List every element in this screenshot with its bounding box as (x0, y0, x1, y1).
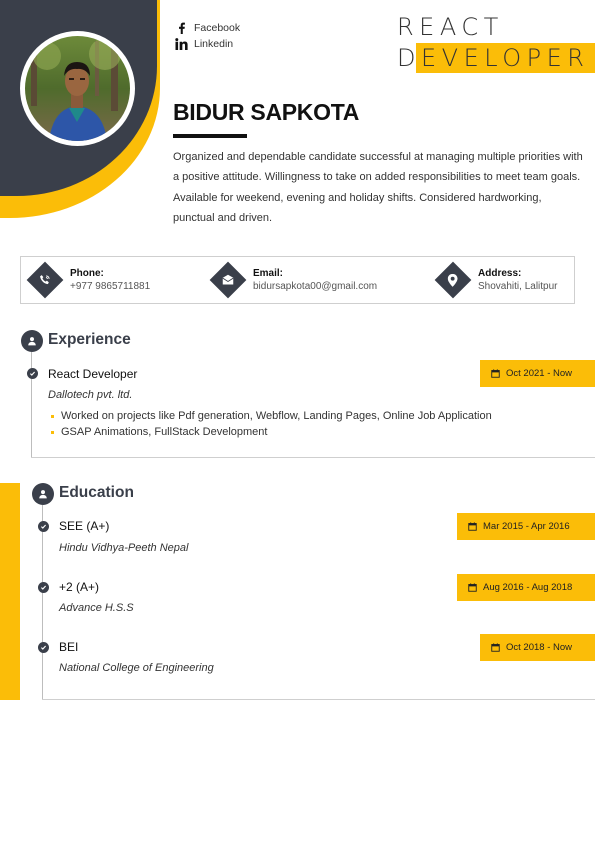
social-links (174, 20, 240, 52)
envelope-icon (210, 262, 247, 299)
experience-date-badge (480, 360, 595, 387)
linkedin-label: Linkedin (194, 38, 234, 50)
role-title (397, 12, 595, 74)
profile-photo (25, 36, 130, 141)
experience-divider (31, 457, 595, 458)
address-value: Shovahiti, Lalitpur (478, 281, 558, 292)
phone-label: Phone: (70, 268, 104, 279)
role-line-2: DEVELOPER (397, 44, 590, 72)
education-date: Oct 2018 - Now (506, 642, 572, 653)
list-item: GSAP Animations, FullStack Development (50, 424, 492, 440)
candidate-name: BIDUR SAPKOTA (173, 99, 360, 125)
calendar-icon (468, 583, 477, 592)
experience-item-org: Dallotech pvt. ltd. (48, 389, 133, 401)
education-date-badge (457, 513, 595, 540)
linkedin-link[interactable] (174, 36, 240, 52)
address-label: Address: (478, 268, 522, 279)
education-date-badge (457, 574, 595, 601)
education-divider (42, 699, 595, 700)
profile-summary: Organized and dependable candidate successful at managing multiple priorities with a positive attitude. Willingness to take on added responsibilities to meet team goals. Available for weekend, evening and holiday shifts. Considered hardworking, punctual and driven. (173, 151, 583, 225)
email-value: bidursapkota00@gmail.com (253, 281, 378, 292)
contact-phone[interactable] (26, 257, 150, 303)
education-item-org: Hindu Vidhya-Peeth Nepal (59, 542, 189, 554)
check-icon (27, 368, 38, 379)
calendar-icon (468, 522, 477, 531)
education-item-title: BEI (59, 640, 79, 654)
experience-bullets (50, 408, 492, 440)
education-item-title: SEE (A+) (59, 519, 110, 533)
list-item: Worked on projects like Pdf generation, Webflow, Landing Pages, Online Job Application (50, 408, 492, 424)
linkedin-icon (174, 37, 188, 51)
experience-heading: Experience (48, 331, 131, 348)
calendar-icon (491, 643, 500, 652)
facebook-label: Facebook (194, 22, 241, 34)
contact-address[interactable] (434, 257, 558, 303)
user-icon (32, 483, 54, 505)
education-item-title: +2 (A+) (59, 580, 100, 594)
phone-value: +977 9865711881 (70, 281, 151, 292)
facebook-link[interactable] (174, 20, 240, 36)
contact-email[interactable] (209, 257, 377, 303)
calendar-icon (491, 369, 500, 378)
facebook-icon (174, 21, 188, 35)
education-timeline (42, 505, 43, 699)
check-icon (38, 642, 49, 653)
education-item-org: Advance H.S.S (59, 602, 134, 614)
user-icon (21, 330, 43, 352)
education-date: Aug 2016 - Aug 2018 (483, 582, 573, 593)
phone-icon (27, 262, 64, 299)
email-label: Email: (253, 268, 284, 279)
education-heading: Education (59, 484, 134, 501)
check-icon (38, 582, 49, 593)
education-date: Mar 2015 - Apr 2016 (483, 521, 570, 532)
map-pin-icon (435, 262, 472, 299)
check-icon (38, 521, 49, 532)
contact-box (20, 256, 575, 304)
experience-date: Oct 2021 - Now (506, 368, 572, 379)
role-line-1: REACT (397, 13, 504, 41)
experience-item-title: React Developer (48, 367, 138, 381)
education-date-badge (480, 634, 595, 661)
name-underline (173, 134, 247, 138)
education-side-accent (0, 483, 20, 700)
education-item-org: National College of Engineering (59, 662, 214, 674)
